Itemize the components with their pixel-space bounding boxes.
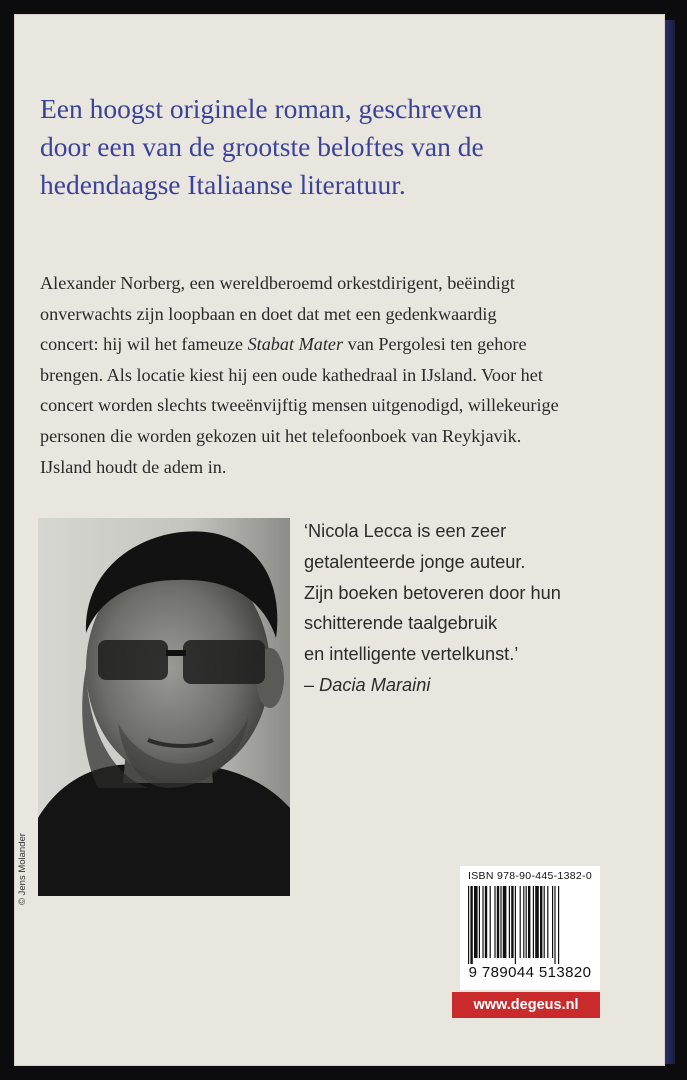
- synopsis-line: concert worden slechts tweeënvijftig mensen uitgenodigd, willekeurige: [40, 395, 559, 416]
- quote-line: schitterende taalgebruik: [304, 613, 498, 634]
- photo-credit: © Jens Molander: [17, 833, 28, 905]
- work-title: Stabat Mater: [247, 334, 344, 355]
- synopsis-line: [40, 329, 620, 360]
- tagline: [40, 90, 600, 204]
- cover-edge: [665, 20, 675, 1064]
- quote-line: ‘Nicola Lecca is een zeer: [304, 521, 507, 541]
- publisher-website[interactable]: www.degeus.nl: [452, 992, 600, 1018]
- synopsis-line: IJsland houdt de adem in.: [40, 456, 227, 477]
- tagline-line: Een hoogst originele roman, geschreven: [40, 93, 483, 124]
- synopsis-line: personen die worden gekozen uit het telefoonboek van Reykjavik.: [40, 425, 522, 446]
- barcode: [460, 866, 600, 990]
- synopsis-line: brengen. Als locatie kiest hij een oude kathedraal in IJsland. Voor het: [40, 364, 543, 385]
- quote-line: getalenteerde jonge auteur.: [304, 551, 526, 572]
- tagline-line: hedendaagse Italiaanse literatuur.: [40, 169, 406, 200]
- tagline-line: door een van de grootste beloftes van de: [40, 131, 484, 162]
- quote-line: Zijn boeken betoveren door hun: [304, 582, 561, 603]
- synopsis-text: van Pergolesi ten gehore: [347, 334, 527, 355]
- review-quote: [304, 516, 634, 701]
- synopsis-line: Alexander Norberg, een wereldberoemd orkestdirigent, beëindigt: [40, 273, 515, 293]
- quote-author: – Dacia Maraini: [304, 674, 431, 695]
- quote-line: en intelligente vertelkunst.’: [304, 644, 519, 665]
- synopsis-line: onverwachts zijn loopbaan en doet dat met een gedenkwaardig: [40, 303, 497, 324]
- author-photo: [38, 518, 290, 896]
- isbn-label: ISBN 978-90-445-1382-0: [468, 870, 592, 882]
- barcode-bars: [466, 886, 594, 964]
- synopsis: [40, 268, 620, 482]
- synopsis-text: concert: hij wil het fameuze: [40, 334, 244, 355]
- ean-digits: 9 789044 513820: [468, 964, 592, 981]
